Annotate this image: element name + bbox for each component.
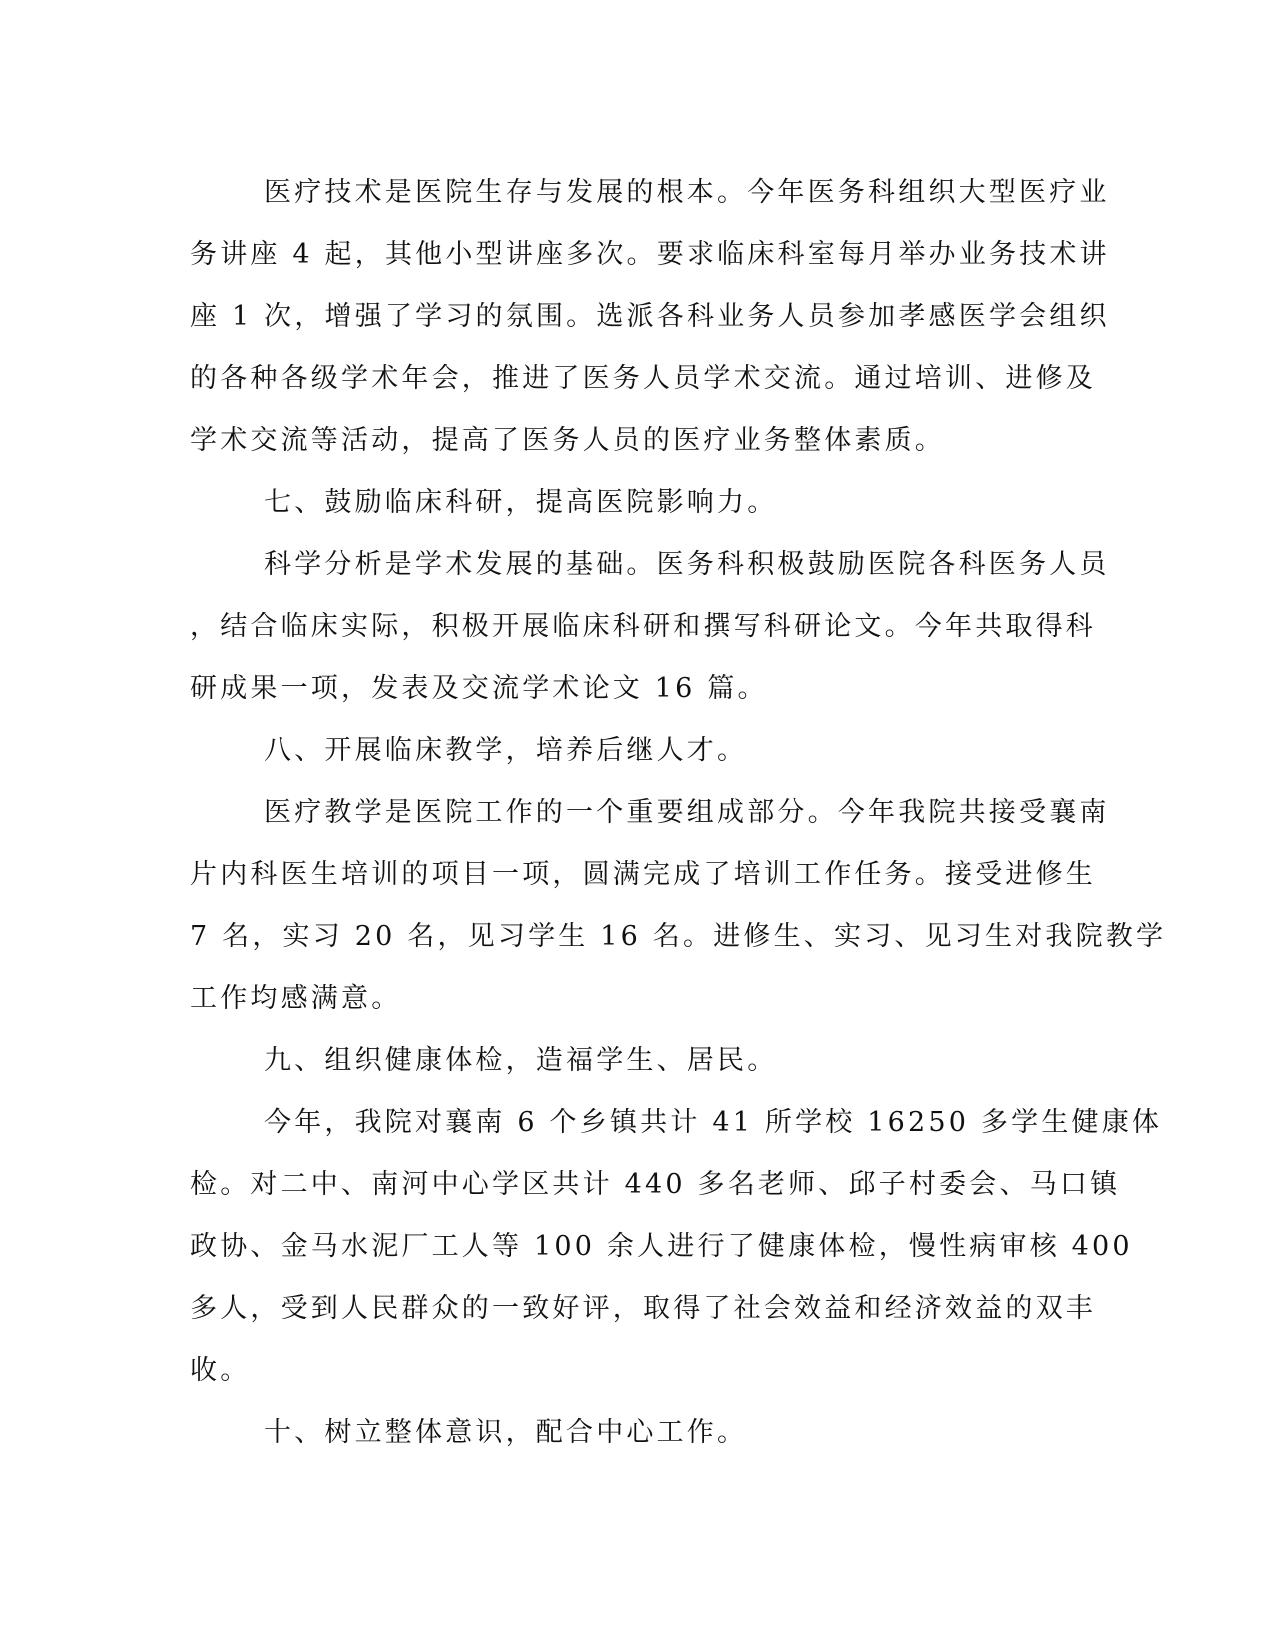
- paragraph-line: 科学分析是学术发展的基础。医务科积极鼓励医院各科医务人员: [264, 549, 1110, 580]
- section-heading-7: 七、鼓励临床科研，提高医院影响力。: [264, 487, 778, 518]
- paragraph-line: 片内科医生培训的项目一项，圆满完成了培训工作任务。接受进修生: [190, 859, 1096, 890]
- section-heading-9: 九、组织健康体检，造福学生、居民。: [264, 1045, 778, 1076]
- paragraph-line: 工作均感满意。: [190, 983, 402, 1014]
- paragraph-line: 务讲座 4 起，其他小型讲座多次。要求临床科室每月举办业务技术讲: [190, 239, 1110, 270]
- paragraph-line: 学术交流等活动，提高了医务人员的医疗业务整体素质。: [190, 425, 945, 456]
- section-heading-10: 十、树立整体意识，配合中心工作。: [264, 1417, 748, 1448]
- paragraph-line: 检。对二中、南河中心学区共计 440 多名老师、邱子村委会、马口镇: [190, 1169, 1121, 1200]
- paragraph-line: 今年，我院对襄南 6 个乡镇共计 41 所学校 16250 多学生健康体: [264, 1107, 1163, 1138]
- paragraph-line: 7 名，实习 20 名，见习学生 16 名。进修生、实习、见习生对我院教学: [190, 921, 1167, 952]
- paragraph-line: 医疗教学是医院工作的一个重要组成部分。今年我院共接受襄南: [264, 797, 1110, 828]
- paragraph-line: 政协、金马水泥厂工人等 100 余人进行了健康体检，慢性病审核 400: [190, 1231, 1133, 1262]
- paragraph-line: 的各种各级学术年会，推进了医务人员学术交流。通过培训、进修及: [190, 363, 1096, 394]
- paragraph-line: 座 1 次，增强了学习的氛围。选派各科业务人员参加孝感医学会组织: [190, 301, 1110, 332]
- paragraph-line: 收。: [190, 1355, 251, 1386]
- paragraph-line: ，结合临床实际，积极开展临床科研和撰写科研论文。今年共取得科: [190, 611, 1096, 642]
- section-heading-8: 八、开展临床教学，培养后继人才。: [264, 735, 748, 766]
- document-body: [190, 162, 1167, 1464]
- paragraph-line: 医疗技术是医院生存与发展的根本。今年医务科组织大型医疗业: [264, 177, 1110, 208]
- paragraph-line: 研成果一项，发表及交流学术论文 16 篇。: [190, 673, 768, 704]
- paragraph-line: 多人，受到人民群众的一致好评，取得了社会效益和经济效益的双丰: [190, 1293, 1096, 1324]
